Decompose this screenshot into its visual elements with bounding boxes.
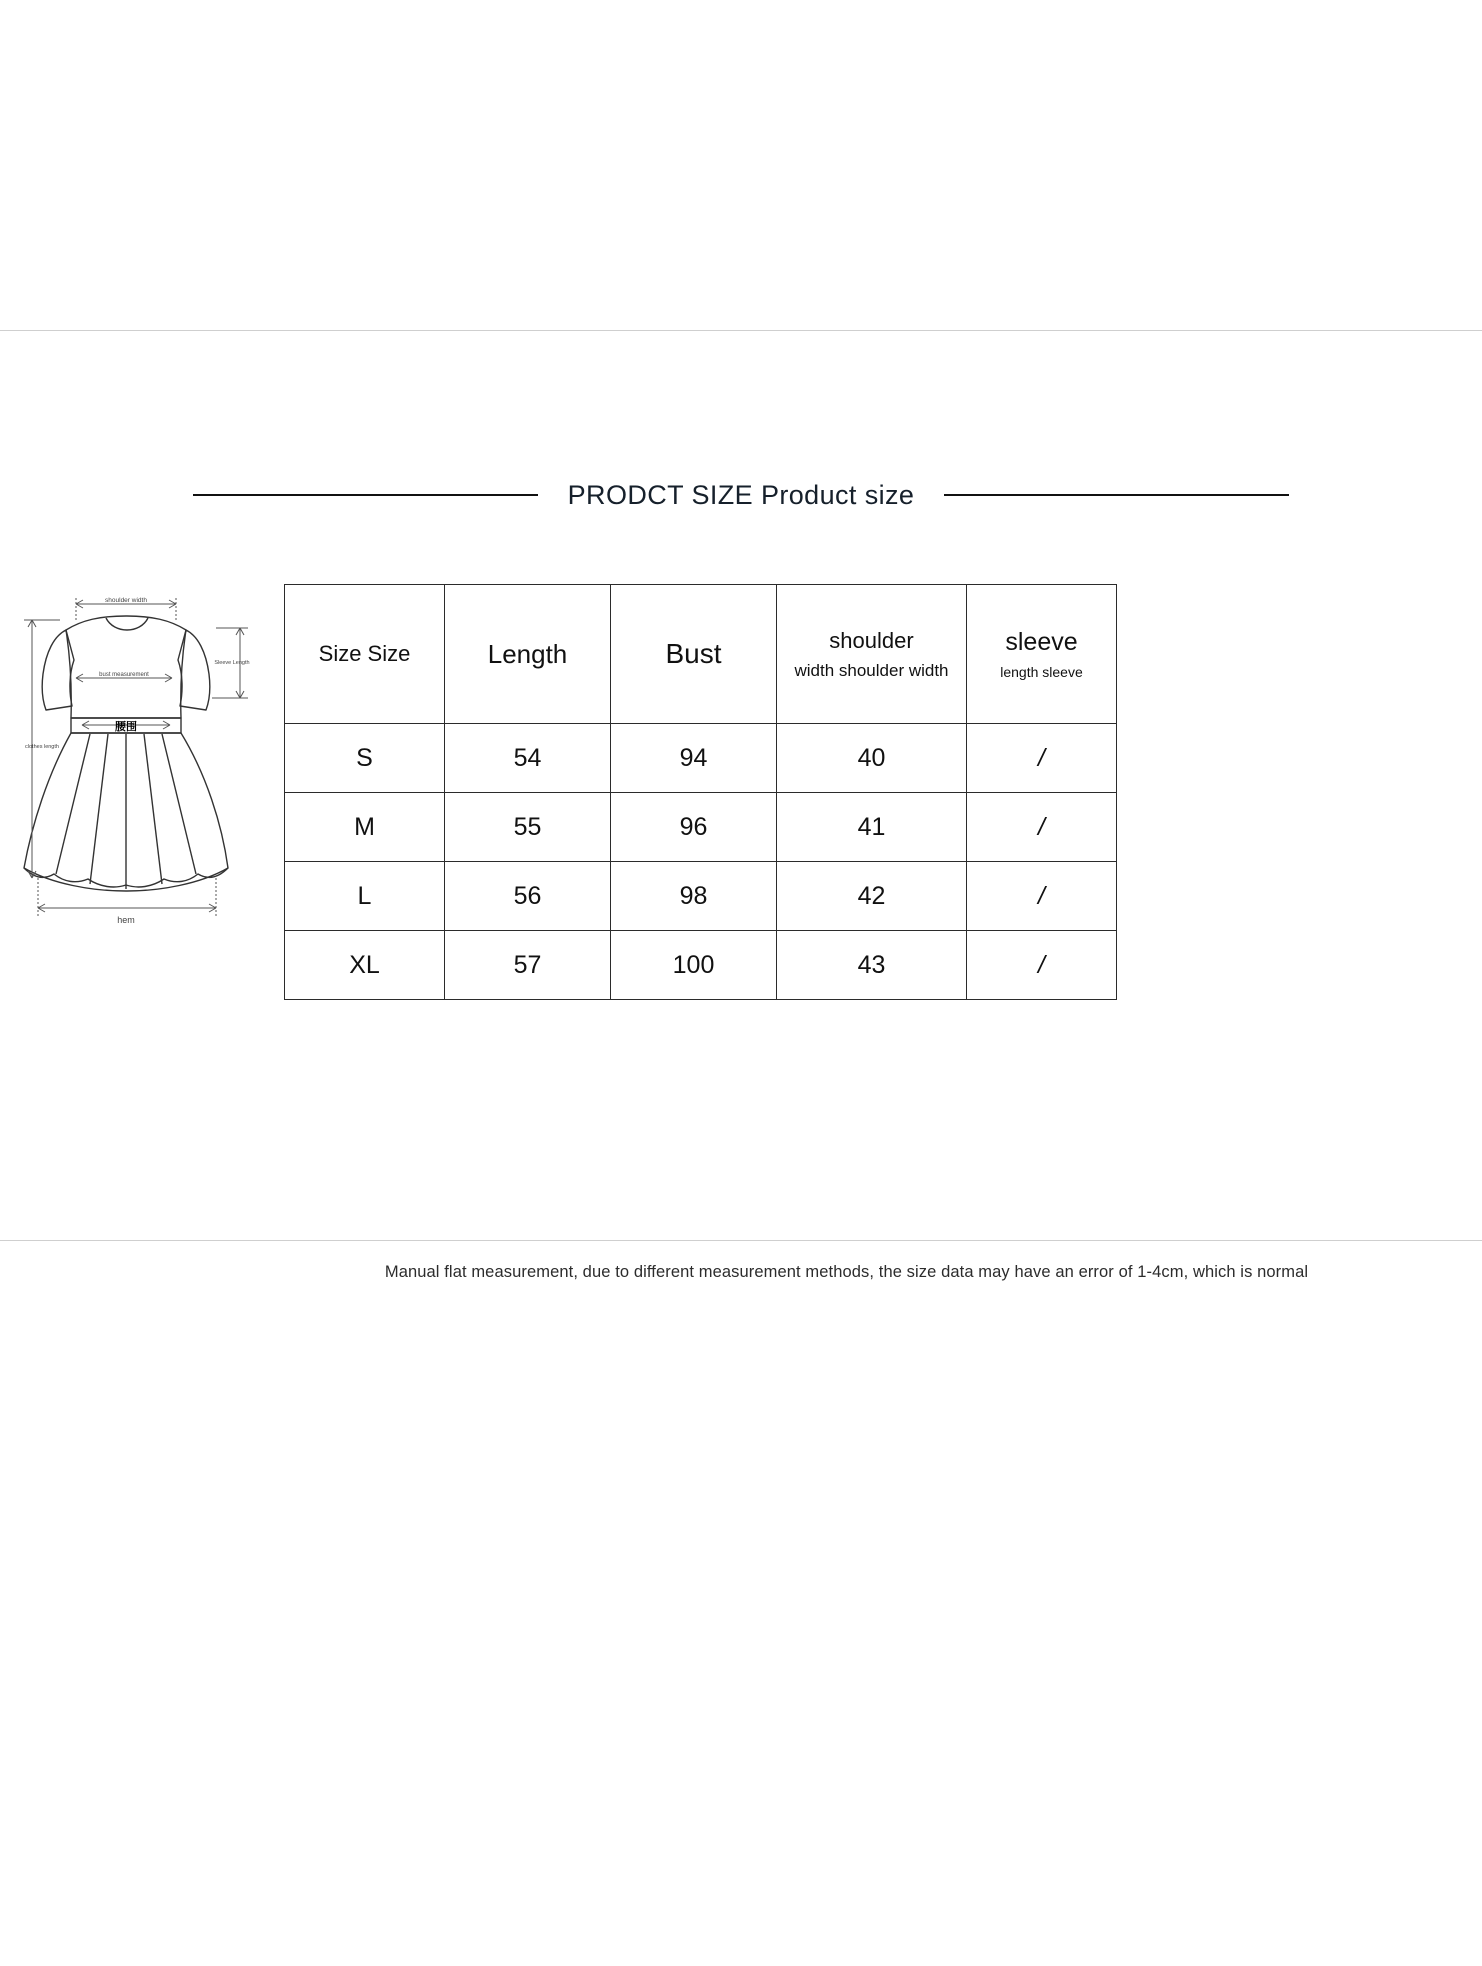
cell-bust: 94 — [611, 724, 777, 793]
table-header-row — [285, 585, 1117, 724]
cell-shoulder: 43 — [777, 931, 967, 1000]
title-rule-left — [193, 494, 538, 496]
dress-diagram — [10, 578, 270, 948]
label-shoulder-width: shoulder width — [105, 597, 147, 604]
title-rule-right — [944, 494, 1289, 496]
cell-shoulder: 42 — [777, 862, 967, 931]
table-row — [285, 931, 1117, 1000]
divider-bottom — [0, 1240, 1482, 1241]
label-clothes-length: clothes length — [25, 744, 59, 750]
cell-size: M — [285, 793, 445, 862]
column-header-length — [445, 585, 611, 724]
column-header-shoulder — [777, 585, 967, 724]
label-bust: bust measurement — [99, 672, 149, 678]
cell-bust: 98 — [611, 862, 777, 931]
cell-bust: 96 — [611, 793, 777, 862]
column-header-bust — [611, 585, 777, 724]
cell-length: 56 — [445, 862, 611, 931]
size-table — [284, 584, 1117, 1000]
title-row — [0, 470, 1482, 520]
cell-sleeve: / — [967, 793, 1117, 862]
cell-size: XL — [285, 931, 445, 1000]
column-header-sleeve — [967, 585, 1117, 724]
cell-bust: 100 — [611, 931, 777, 1000]
measurement-disclaimer: Manual flat measurement, due to different measurement methods, the size data may have an error of 1-4cm, which is normal — [384, 1263, 1309, 1281]
header-text: Bust — [665, 638, 722, 669]
cell-size: S — [285, 724, 445, 793]
label-hem: hem — [117, 915, 135, 925]
cell-sleeve: / — [967, 724, 1117, 793]
label-waist: 腰围 — [115, 721, 137, 733]
label-sleeve-length: Sleeve Length — [214, 660, 250, 666]
cell-shoulder: 40 — [777, 724, 967, 793]
column-header-size — [285, 585, 445, 724]
cell-length: 57 — [445, 931, 611, 1000]
header-text: Length — [487, 638, 568, 669]
cell-shoulder: 41 — [777, 793, 967, 862]
header-subtext: width shoulder width — [794, 660, 949, 680]
header-text: sleeve — [1005, 628, 1078, 656]
cell-size: L — [285, 862, 445, 931]
cell-sleeve: / — [967, 862, 1117, 931]
cell-length: 54 — [445, 724, 611, 793]
table-row — [285, 724, 1117, 793]
header-text: shoulder — [829, 627, 914, 653]
page-title: PRODCT SIZE Product size — [567, 479, 915, 510]
header-subtext: length sleeve — [1000, 664, 1083, 680]
cell-length: 55 — [445, 793, 611, 862]
cell-sleeve: / — [967, 931, 1117, 1000]
table-row — [285, 793, 1117, 862]
table-row — [285, 862, 1117, 931]
header-text: Size Size — [318, 641, 411, 666]
divider-top — [0, 330, 1482, 331]
